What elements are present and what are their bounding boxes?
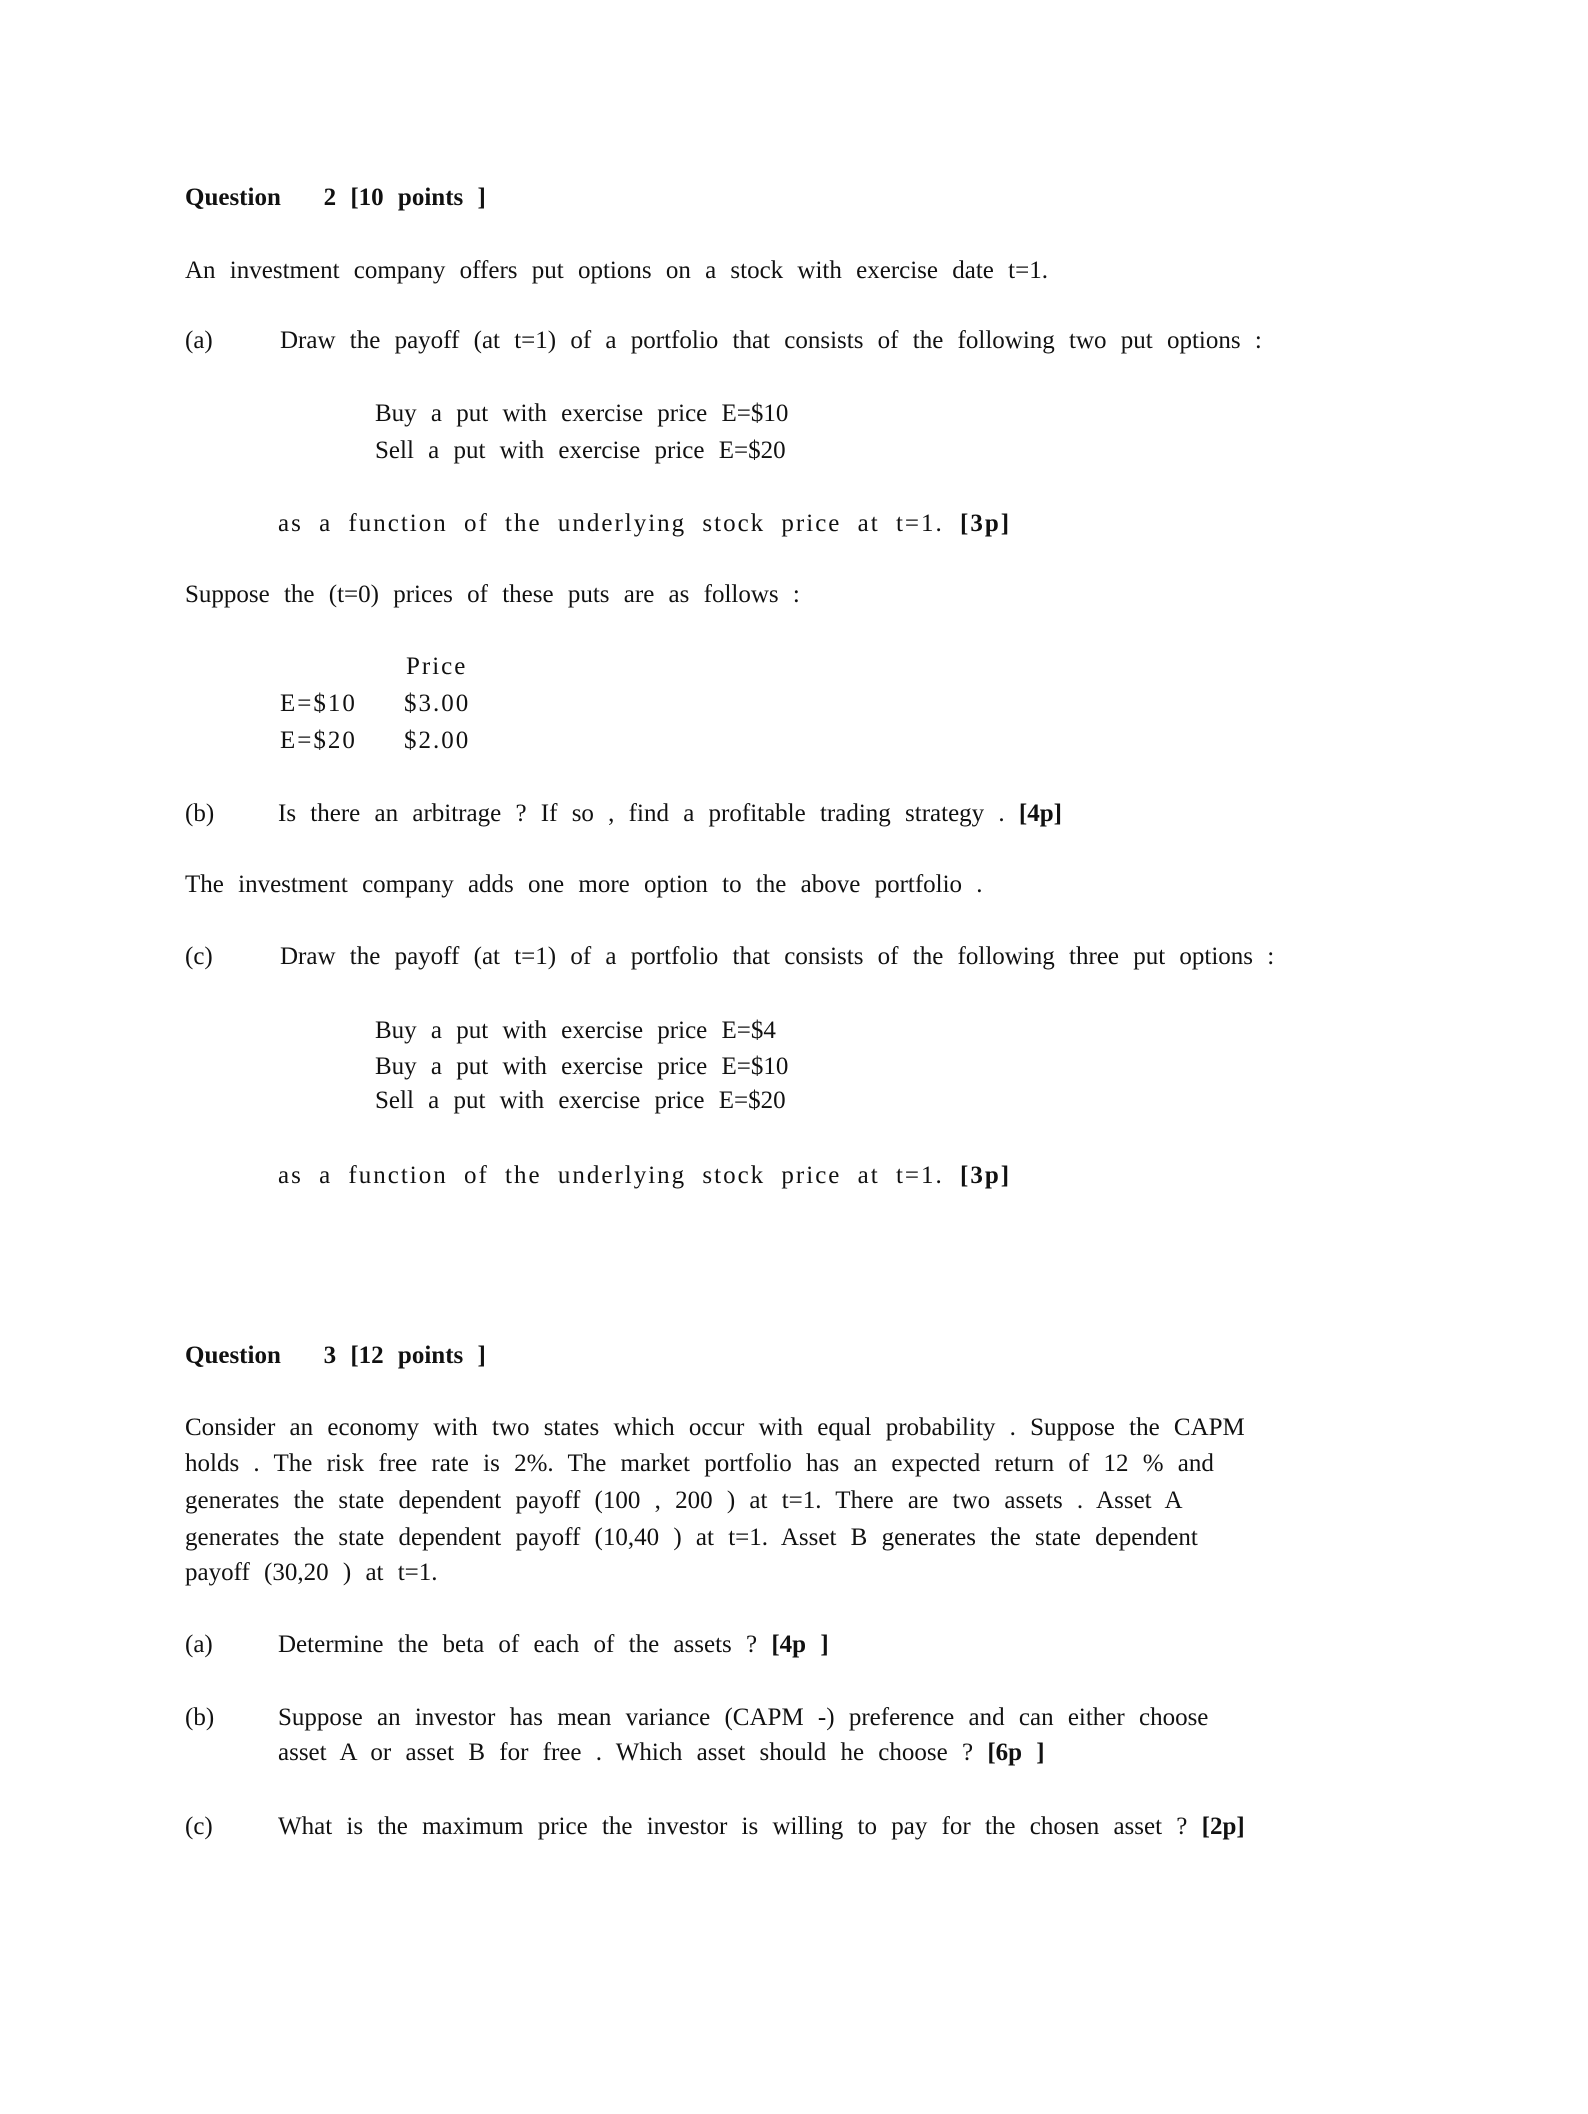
q3-b-text2 <box>278 1738 1045 1768</box>
price-table-header: Price <box>406 653 468 680</box>
q2-a-label: (a) <box>185 327 213 354</box>
q3-para-line: generates the state dependent payoff (10,40 ) at t=1. Asset B generates the state dependent <box>185 1524 1198 1551</box>
q3-a-points: [4p ] <box>771 1631 829 1658</box>
q2-b-text <box>278 799 1062 829</box>
q3-para-line: holds . The risk free rate is 2%. The market portfolio has an expected return of 12 % and <box>185 1450 1214 1477</box>
q2-a-item: Sell a put with exercise price E=$20 <box>375 437 786 464</box>
q2-c-function <box>278 1161 1011 1191</box>
q2-c-text: Draw the payoff (at t=1) of a portfolio that consists of the following three put options : <box>280 943 1275 970</box>
q2-b-label: (b) <box>185 800 215 827</box>
q2-adds: The investment company adds one more option to the above portfolio . <box>185 871 983 898</box>
q3-b-points: [6p ] <box>987 1739 1045 1766</box>
q3-c-text <box>278 1812 1245 1842</box>
q2-suppose: Suppose the (t=0) prices of these puts are as follows : <box>185 581 800 608</box>
q3-b-label: (b) <box>185 1704 215 1731</box>
q3-a-label: (a) <box>185 1631 213 1658</box>
q3-c-points: [2p] <box>1201 1813 1245 1840</box>
q2-c-item: Sell a put with exercise price E=$20 <box>375 1087 786 1114</box>
q2-intro: An investment company offers put options on a stock with exercise date t=1. <box>185 257 1048 284</box>
q3-c-question: What is the maximum price the investor is willing to pay for the chosen asset ? <box>278 1813 1188 1840</box>
q2-a-function <box>278 509 1011 539</box>
q3-para-line: Consider an economy with two states which occur with equal probability . Suppose the CAPM <box>185 1414 1245 1441</box>
q2-b-question: Is there an arbitrage ? If so , find a profitable trading strategy . <box>278 800 1005 827</box>
q3-c-label: (c) <box>185 1813 213 1840</box>
q3-b-question: asset A or asset B for free . Which asset should he choose ? <box>278 1739 974 1766</box>
q3-a-question: Determine the beta of each of the assets ? <box>278 1631 758 1658</box>
price-table-price: $3.00 <box>404 690 471 717</box>
q2-c-func-text: as a function of the underlying stock price at t=1. <box>278 1162 944 1189</box>
q2-a-item: Buy a put with exercise price E=$10 <box>375 400 789 427</box>
q3-title-points: 3 [12 points ] <box>323 1342 486 1369</box>
price-table-price: $2.00 <box>404 727 471 754</box>
q2-title <box>185 183 486 213</box>
q2-b-points: [4p] <box>1018 800 1062 827</box>
q3-title <box>185 1341 486 1371</box>
q3-a-text <box>278 1630 829 1660</box>
q2-c-label: (c) <box>185 943 213 970</box>
q2-a-func-text: as a function of the underlying stock price at t=1. <box>278 510 944 537</box>
q2-a-points: [3p] <box>960 510 1012 537</box>
q3-title-word: Question <box>185 1342 281 1369</box>
q2-a-text: Draw the payoff (at t=1) of a portfolio that consists of the following two put options : <box>280 327 1262 354</box>
q2-c-item: Buy a put with exercise price E=$4 <box>375 1017 776 1044</box>
q2-title-word: Question <box>185 184 281 211</box>
price-table-strike: E=$10 <box>280 690 357 717</box>
q3-para-line: generates the state dependent payoff (100 , 200 ) at t=1. There are two assets . Asset A <box>185 1487 1183 1514</box>
price-table-strike: E=$20 <box>280 727 357 754</box>
q2-c-item: Buy a put with exercise price E=$10 <box>375 1053 789 1080</box>
q3-b-text1: Suppose an investor has mean variance (CAPM -) preference and can either choose <box>278 1704 1209 1731</box>
q3-para-line: payoff (30,20 ) at t=1. <box>185 1559 438 1586</box>
q2-title-points: 2 [10 points ] <box>323 184 486 211</box>
q2-c-points: [3p] <box>960 1162 1012 1189</box>
